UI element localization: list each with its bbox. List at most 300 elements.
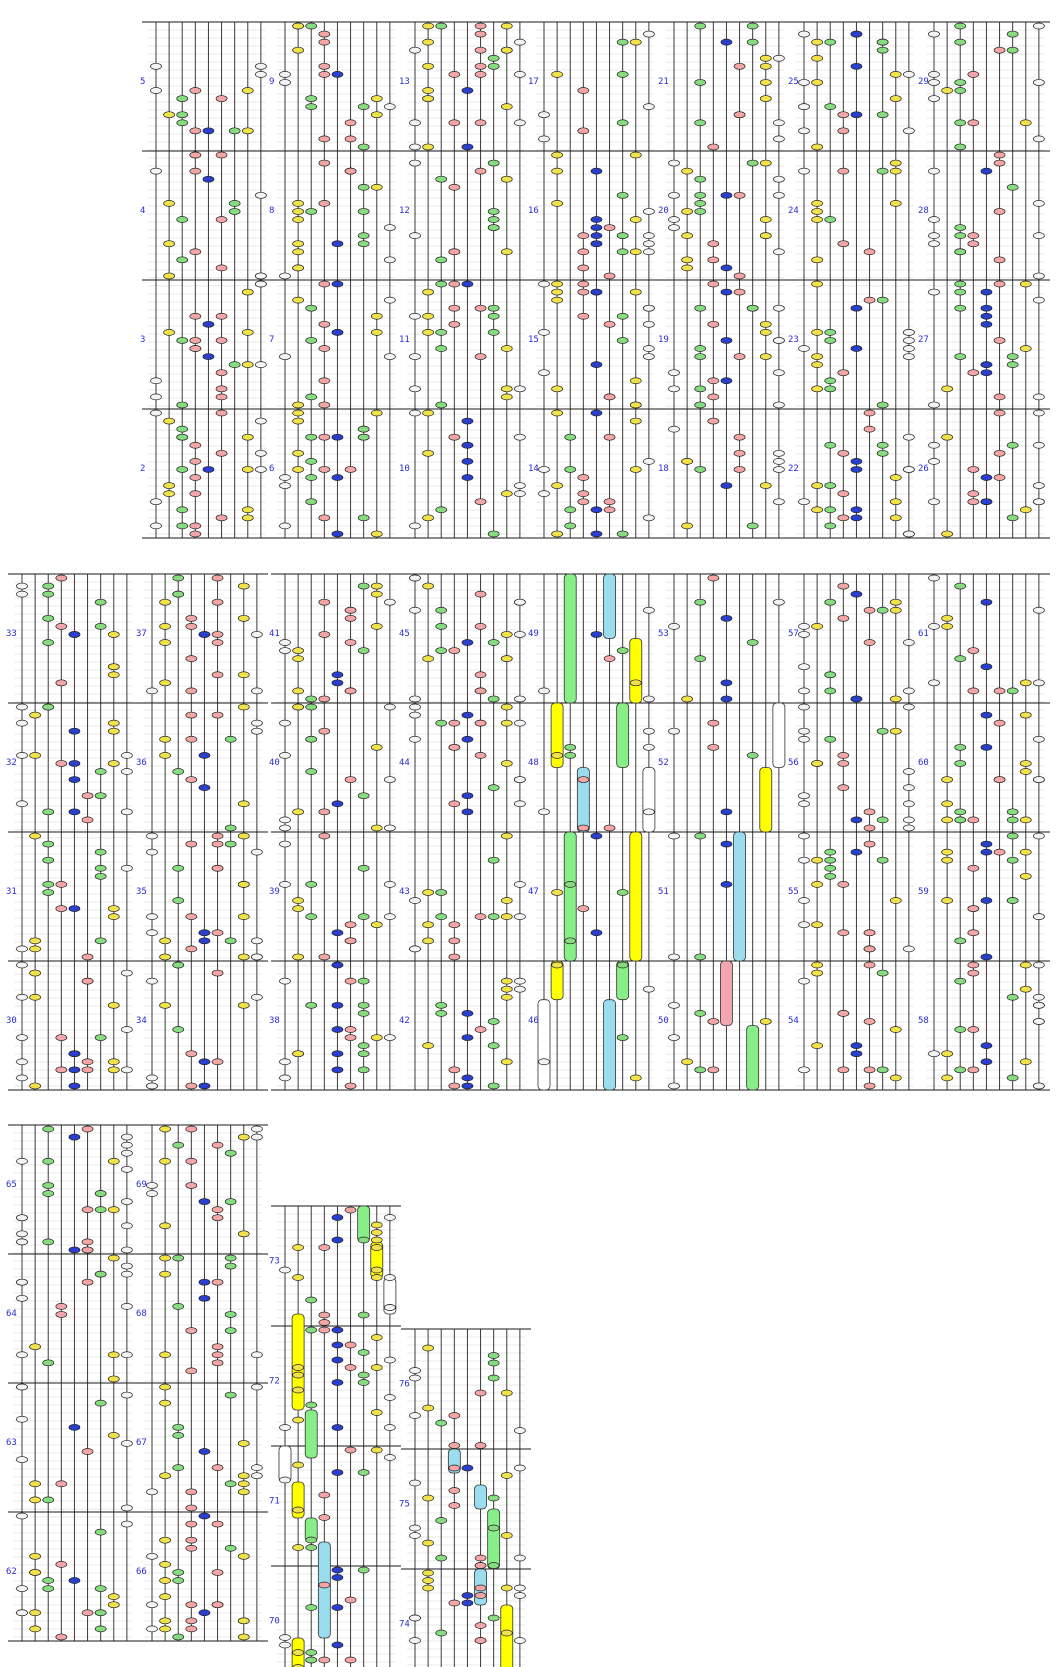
note xyxy=(345,1447,356,1453)
note xyxy=(332,1567,343,1573)
note xyxy=(475,1593,486,1599)
note xyxy=(212,672,223,678)
note xyxy=(216,370,227,376)
hold-note xyxy=(643,768,655,833)
note xyxy=(332,531,343,537)
note xyxy=(812,760,823,766)
measure-number: 45 xyxy=(399,628,410,639)
note xyxy=(604,321,615,327)
note xyxy=(160,938,171,944)
note xyxy=(319,599,330,605)
note xyxy=(449,321,460,327)
note xyxy=(475,23,486,29)
note xyxy=(721,881,732,887)
note xyxy=(942,849,953,855)
note xyxy=(319,1492,330,1498)
note xyxy=(838,1010,849,1016)
note xyxy=(799,833,810,839)
measure-number: 13 xyxy=(399,76,410,87)
note xyxy=(345,1365,356,1371)
long-notes xyxy=(279,574,785,1667)
note xyxy=(332,1027,343,1033)
note xyxy=(410,1533,421,1539)
note xyxy=(147,833,158,839)
note xyxy=(955,1027,966,1033)
note xyxy=(812,1043,823,1049)
note xyxy=(695,1067,706,1073)
note xyxy=(56,680,67,686)
note xyxy=(838,760,849,766)
note xyxy=(186,777,197,783)
note xyxy=(30,970,41,976)
note xyxy=(462,1010,473,1016)
note xyxy=(617,962,628,968)
note xyxy=(17,994,28,1000)
note xyxy=(773,120,784,126)
note xyxy=(43,857,54,863)
note xyxy=(903,329,914,335)
note xyxy=(903,817,914,823)
note xyxy=(121,1263,132,1269)
note xyxy=(462,640,473,646)
note xyxy=(173,575,184,581)
note xyxy=(423,23,434,29)
measure-number: 50 xyxy=(658,1015,669,1026)
note xyxy=(319,954,330,960)
measure-number: 32 xyxy=(6,757,17,768)
note xyxy=(682,265,693,271)
note xyxy=(799,793,810,799)
note xyxy=(890,499,901,505)
note xyxy=(43,640,54,646)
note xyxy=(371,1222,382,1228)
note xyxy=(306,769,317,775)
note xyxy=(773,305,784,311)
note xyxy=(164,329,175,335)
note xyxy=(475,168,486,174)
note xyxy=(1033,1002,1044,1008)
note xyxy=(1033,962,1044,968)
note xyxy=(1007,184,1018,190)
note xyxy=(255,466,266,472)
note xyxy=(812,281,823,287)
note xyxy=(212,1215,223,1221)
note xyxy=(225,1328,236,1334)
note xyxy=(643,986,654,992)
note xyxy=(604,273,615,279)
note xyxy=(212,575,223,581)
note xyxy=(186,1618,197,1624)
note xyxy=(929,217,940,223)
note xyxy=(669,225,680,231)
note xyxy=(371,1410,382,1416)
note xyxy=(929,442,940,448)
note xyxy=(449,434,460,440)
note xyxy=(251,1473,262,1479)
note xyxy=(190,337,201,343)
note xyxy=(186,1368,197,1374)
note xyxy=(17,1610,28,1616)
note xyxy=(890,607,901,613)
measure-number: 76 xyxy=(399,1379,410,1390)
note xyxy=(475,354,486,360)
note xyxy=(643,607,654,613)
note xyxy=(695,120,706,126)
note xyxy=(186,712,197,718)
note xyxy=(488,63,499,69)
note xyxy=(812,200,823,206)
note xyxy=(838,128,849,134)
note xyxy=(358,1380,369,1386)
note xyxy=(160,1400,171,1406)
note xyxy=(851,1043,862,1049)
note xyxy=(69,777,80,783)
note xyxy=(319,321,330,327)
note xyxy=(968,1027,979,1033)
note xyxy=(371,1230,382,1236)
note xyxy=(449,648,460,654)
note xyxy=(942,615,953,621)
note xyxy=(436,281,447,287)
note xyxy=(82,1247,93,1253)
note xyxy=(591,930,602,936)
note xyxy=(69,1134,80,1140)
note xyxy=(812,329,823,335)
note xyxy=(186,1158,197,1164)
note xyxy=(903,704,914,710)
note xyxy=(539,688,550,694)
note xyxy=(721,39,732,45)
note xyxy=(488,208,499,214)
note xyxy=(251,1384,262,1390)
note xyxy=(799,664,810,670)
note xyxy=(475,720,486,726)
note xyxy=(186,688,197,694)
note xyxy=(164,418,175,424)
note xyxy=(488,1353,499,1359)
note xyxy=(121,970,132,976)
measure-number: 29 xyxy=(918,76,929,87)
note xyxy=(17,946,28,952)
note xyxy=(955,978,966,984)
note xyxy=(293,1507,304,1513)
note xyxy=(799,801,810,807)
note xyxy=(604,507,615,513)
hold-note xyxy=(760,768,772,833)
note xyxy=(475,31,486,37)
note xyxy=(591,233,602,239)
note xyxy=(436,1518,447,1524)
note xyxy=(371,1035,382,1041)
note xyxy=(578,475,589,481)
note xyxy=(436,914,447,920)
note xyxy=(30,712,41,718)
note xyxy=(462,458,473,464)
note xyxy=(173,865,184,871)
note xyxy=(160,1537,171,1543)
note xyxy=(251,954,262,960)
note xyxy=(199,752,210,758)
note xyxy=(929,96,940,102)
note xyxy=(332,475,343,481)
note xyxy=(981,321,992,327)
note xyxy=(877,607,888,613)
note xyxy=(578,491,589,497)
measure-number: 39 xyxy=(269,886,280,897)
note xyxy=(864,607,875,613)
note xyxy=(929,289,940,295)
note xyxy=(773,249,784,255)
note xyxy=(216,265,227,271)
note xyxy=(345,938,356,944)
note xyxy=(190,152,201,158)
note xyxy=(173,1465,184,1471)
note xyxy=(825,857,836,863)
note xyxy=(799,1067,810,1073)
note xyxy=(591,507,602,513)
note xyxy=(825,507,836,513)
note xyxy=(955,817,966,823)
note xyxy=(306,1002,317,1008)
note xyxy=(332,1067,343,1073)
note xyxy=(358,515,369,521)
note xyxy=(43,591,54,597)
note xyxy=(293,1545,304,1551)
note xyxy=(955,744,966,750)
note xyxy=(319,466,330,472)
note xyxy=(238,914,249,920)
note xyxy=(552,483,563,489)
note xyxy=(82,1126,93,1132)
note xyxy=(903,128,914,134)
note xyxy=(358,1567,369,1573)
note xyxy=(199,631,210,637)
note xyxy=(825,849,836,855)
note xyxy=(69,1067,80,1073)
hold-note xyxy=(488,1509,500,1569)
note xyxy=(212,631,223,637)
note xyxy=(358,184,369,190)
note xyxy=(147,1182,158,1188)
note xyxy=(799,31,810,37)
note xyxy=(160,1158,171,1164)
note xyxy=(212,970,223,976)
note xyxy=(43,1578,54,1584)
note xyxy=(212,1602,223,1608)
note xyxy=(682,458,693,464)
note xyxy=(501,394,512,400)
note xyxy=(630,466,641,472)
note xyxy=(565,523,576,529)
measure-number: 38 xyxy=(269,1015,280,1026)
note xyxy=(306,305,317,311)
note xyxy=(449,1488,460,1494)
note xyxy=(358,208,369,214)
note xyxy=(760,217,771,223)
note xyxy=(630,680,641,686)
note xyxy=(108,1432,119,1438)
note xyxy=(903,785,914,791)
note xyxy=(319,696,330,702)
note xyxy=(164,112,175,118)
note xyxy=(1007,354,1018,360)
note xyxy=(877,168,888,174)
note xyxy=(565,507,576,513)
note xyxy=(475,752,486,758)
note xyxy=(942,817,953,823)
note xyxy=(981,664,992,670)
note xyxy=(212,712,223,718)
note xyxy=(968,491,979,497)
note xyxy=(319,200,330,206)
note xyxy=(17,1279,28,1285)
note xyxy=(1020,849,1031,855)
note xyxy=(121,1150,132,1156)
measure-number: 24 xyxy=(788,205,799,216)
note xyxy=(30,946,41,952)
note xyxy=(799,104,810,110)
note xyxy=(682,168,693,174)
note xyxy=(423,656,434,662)
note xyxy=(488,55,499,61)
note xyxy=(69,1083,80,1089)
note xyxy=(591,833,602,839)
note xyxy=(539,809,550,815)
note xyxy=(306,208,317,214)
note xyxy=(173,1569,184,1575)
note xyxy=(760,79,771,85)
note xyxy=(436,23,447,29)
note xyxy=(306,475,317,481)
note xyxy=(552,410,563,416)
note xyxy=(617,889,628,895)
note xyxy=(225,1255,236,1261)
note xyxy=(1033,1083,1044,1089)
note xyxy=(293,466,304,472)
note xyxy=(773,599,784,605)
note xyxy=(229,362,240,368)
note xyxy=(955,760,966,766)
note xyxy=(501,720,512,726)
note xyxy=(462,281,473,287)
note xyxy=(384,1035,395,1041)
note xyxy=(251,688,262,694)
note xyxy=(238,1134,249,1140)
note xyxy=(306,23,317,29)
note xyxy=(186,1083,197,1089)
note xyxy=(449,281,460,287)
note xyxy=(760,321,771,327)
note xyxy=(293,648,304,654)
note xyxy=(306,696,317,702)
note xyxy=(488,313,499,319)
note xyxy=(56,1481,67,1487)
note xyxy=(501,978,512,984)
note xyxy=(242,434,253,440)
note xyxy=(306,1650,317,1656)
note xyxy=(436,346,447,352)
note xyxy=(825,865,836,871)
note xyxy=(955,39,966,45)
note xyxy=(319,281,330,287)
note xyxy=(30,1344,41,1350)
note xyxy=(173,1027,184,1033)
note xyxy=(199,930,210,936)
note xyxy=(877,1067,888,1073)
note xyxy=(147,930,158,936)
note xyxy=(877,297,888,303)
note xyxy=(643,728,654,734)
measure-number: 48 xyxy=(528,757,539,768)
note xyxy=(17,1231,28,1237)
measure-number: 2 xyxy=(140,463,146,474)
measure-number: 74 xyxy=(399,1619,410,1630)
note xyxy=(306,1537,317,1543)
note xyxy=(82,1279,93,1285)
note xyxy=(319,1320,330,1326)
note xyxy=(475,1390,486,1396)
note xyxy=(1007,47,1018,53)
measure-number: 36 xyxy=(136,757,147,768)
note xyxy=(280,1635,291,1641)
note xyxy=(1020,120,1031,126)
note xyxy=(643,515,654,521)
note xyxy=(773,499,784,505)
note xyxy=(95,849,106,855)
note xyxy=(177,120,188,126)
note xyxy=(121,1440,132,1446)
note xyxy=(942,857,953,863)
note xyxy=(82,1239,93,1245)
note xyxy=(293,954,304,960)
note xyxy=(721,337,732,343)
notes xyxy=(17,23,1045,1667)
note xyxy=(643,354,654,360)
measure-number: 54 xyxy=(788,1015,799,1026)
note xyxy=(501,1533,512,1539)
note xyxy=(358,1237,369,1243)
measure-number: 43 xyxy=(399,886,410,897)
note xyxy=(903,434,914,440)
note xyxy=(160,1002,171,1008)
note xyxy=(95,1610,106,1616)
note xyxy=(773,450,784,456)
note xyxy=(17,583,28,589)
note xyxy=(199,1059,210,1065)
note xyxy=(708,321,719,327)
note xyxy=(968,466,979,472)
note xyxy=(643,696,654,702)
note xyxy=(164,200,175,206)
note xyxy=(1007,362,1018,368)
note xyxy=(630,152,641,158)
note xyxy=(968,1067,979,1073)
note xyxy=(514,881,525,887)
note xyxy=(708,144,719,150)
note xyxy=(475,914,486,920)
measure-number: 3 xyxy=(140,334,146,345)
note xyxy=(604,225,615,231)
note xyxy=(121,1352,132,1358)
note xyxy=(552,752,563,758)
note xyxy=(825,39,836,45)
note xyxy=(95,623,106,629)
note xyxy=(251,631,262,637)
note xyxy=(955,289,966,295)
note xyxy=(30,938,41,944)
note xyxy=(358,1002,369,1008)
note xyxy=(501,23,512,29)
